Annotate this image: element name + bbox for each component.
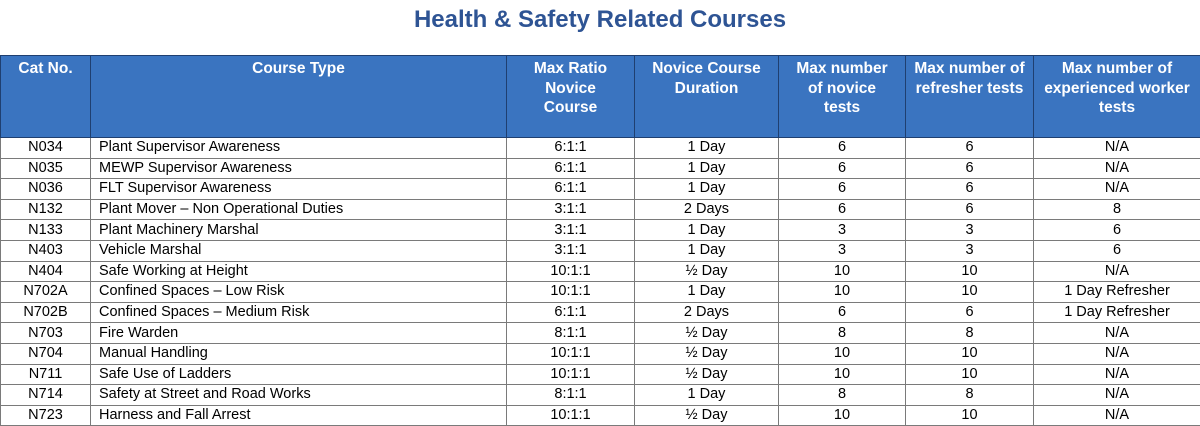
cell-novice-tests: 6: [779, 199, 906, 220]
cell-max-ratio: 3:1:1: [507, 240, 635, 261]
cell-experienced-tests: N/A: [1034, 343, 1200, 364]
cell-cat-no: N704: [1, 343, 91, 364]
cell-refresher-tests: 3: [906, 240, 1034, 261]
table-row: [1, 199, 1200, 220]
col-header-cat-no: Cat No.: [1, 56, 91, 138]
cell-course-type: Vehicle Marshal: [91, 240, 507, 261]
cell-max-ratio: 10:1:1: [507, 405, 635, 426]
cell-experienced-tests: N/A: [1034, 323, 1200, 344]
cell-duration: 1 Day: [635, 282, 779, 303]
cell-experienced-tests: 8: [1034, 199, 1200, 220]
cell-refresher-tests: 10: [906, 343, 1034, 364]
cell-max-ratio: 3:1:1: [507, 220, 635, 241]
cell-duration: 1 Day: [635, 385, 779, 406]
cell-max-ratio: 6:1:1: [507, 158, 635, 179]
cell-course-type: Safe Use of Ladders: [91, 364, 507, 385]
cell-novice-tests: 3: [779, 220, 906, 241]
cell-duration: ½ Day: [635, 364, 779, 385]
cell-refresher-tests: 8: [906, 385, 1034, 406]
header-row: [1, 56, 1200, 138]
table-row: [1, 323, 1200, 344]
cell-duration: ½ Day: [635, 323, 779, 344]
cell-experienced-tests: N/A: [1034, 179, 1200, 200]
cell-cat-no: N703: [1, 323, 91, 344]
cell-cat-no: N133: [1, 220, 91, 241]
cell-experienced-tests: 1 Day Refresher: [1034, 282, 1200, 303]
cell-experienced-tests: 6: [1034, 240, 1200, 261]
cell-course-type: Confined Spaces – Medium Risk: [91, 302, 507, 323]
cell-refresher-tests: 3: [906, 220, 1034, 241]
cell-max-ratio: 10:1:1: [507, 261, 635, 282]
cell-cat-no: N132: [1, 199, 91, 220]
cell-experienced-tests: N/A: [1034, 261, 1200, 282]
table-row: [1, 302, 1200, 323]
table-row: [1, 261, 1200, 282]
cell-cat-no: N036: [1, 179, 91, 200]
cell-max-ratio: 8:1:1: [507, 323, 635, 344]
cell-refresher-tests: 8: [906, 323, 1034, 344]
cell-max-ratio: 3:1:1: [507, 199, 635, 220]
courses-table: [0, 55, 1200, 426]
table-row: [1, 405, 1200, 426]
cell-course-type: Fire Warden: [91, 323, 507, 344]
table-row: [1, 179, 1200, 200]
table-row: [1, 158, 1200, 179]
cell-novice-tests: 8: [779, 323, 906, 344]
cell-novice-tests: 6: [779, 158, 906, 179]
cell-experienced-tests: N/A: [1034, 405, 1200, 426]
cell-experienced-tests: 6: [1034, 220, 1200, 241]
cell-novice-tests: 10: [779, 364, 906, 385]
cell-duration: 1 Day: [635, 240, 779, 261]
table-row: [1, 220, 1200, 241]
cell-experienced-tests: N/A: [1034, 158, 1200, 179]
cell-course-type: FLT Supervisor Awareness: [91, 179, 507, 200]
cell-max-ratio: 8:1:1: [507, 385, 635, 406]
table-row: [1, 343, 1200, 364]
cell-max-ratio: 6:1:1: [507, 302, 635, 323]
cell-max-ratio: 6:1:1: [507, 179, 635, 200]
col-header-experienced-tests: Max number of experienced worker tests: [1034, 56, 1200, 138]
cell-max-ratio: 10:1:1: [507, 364, 635, 385]
cell-experienced-tests: 1 Day Refresher: [1034, 302, 1200, 323]
table-row: [1, 138, 1200, 159]
cell-max-ratio: 10:1:1: [507, 343, 635, 364]
cell-refresher-tests: 6: [906, 179, 1034, 200]
cell-course-type: Safe Working at Height: [91, 261, 507, 282]
cell-duration: 1 Day: [635, 138, 779, 159]
table-row: [1, 385, 1200, 406]
cell-refresher-tests: 6: [906, 138, 1034, 159]
cell-duration: 1 Day: [635, 220, 779, 241]
cell-duration: 2 Days: [635, 302, 779, 323]
cell-novice-tests: 3: [779, 240, 906, 261]
cell-experienced-tests: N/A: [1034, 364, 1200, 385]
cell-novice-tests: 10: [779, 343, 906, 364]
cell-duration: ½ Day: [635, 405, 779, 426]
cell-cat-no: N723: [1, 405, 91, 426]
cell-refresher-tests: 10: [906, 282, 1034, 303]
cell-cat-no: N404: [1, 261, 91, 282]
cell-experienced-tests: N/A: [1034, 385, 1200, 406]
cell-course-type: Safety at Street and Road Works: [91, 385, 507, 406]
cell-duration: 1 Day: [635, 179, 779, 200]
cell-course-type: Harness and Fall Arrest: [91, 405, 507, 426]
cell-refresher-tests: 6: [906, 302, 1034, 323]
cell-cat-no: N714: [1, 385, 91, 406]
cell-cat-no: N034: [1, 138, 91, 159]
col-header-duration: Novice Course Duration: [635, 56, 779, 138]
cell-duration: 2 Days: [635, 199, 779, 220]
cell-duration: ½ Day: [635, 261, 779, 282]
cell-experienced-tests: N/A: [1034, 138, 1200, 159]
table-header: [1, 56, 1200, 138]
col-header-novice-tests: Max number of novice tests: [779, 56, 906, 138]
cell-course-type: Confined Spaces – Low Risk: [91, 282, 507, 303]
cell-novice-tests: 6: [779, 302, 906, 323]
cell-max-ratio: 10:1:1: [507, 282, 635, 303]
table-row: [1, 364, 1200, 385]
cell-cat-no: N403: [1, 240, 91, 261]
table-row: [1, 282, 1200, 303]
cell-course-type: MEWP Supervisor Awareness: [91, 158, 507, 179]
cell-refresher-tests: 10: [906, 261, 1034, 282]
table-row: [1, 240, 1200, 261]
cell-refresher-tests: 10: [906, 405, 1034, 426]
cell-duration: 1 Day: [635, 158, 779, 179]
table-body: [1, 138, 1200, 426]
cell-course-type: Manual Handling: [91, 343, 507, 364]
cell-novice-tests: 10: [779, 405, 906, 426]
page-title: Health & Safety Related Courses: [413, 6, 787, 33]
cell-course-type: Plant Supervisor Awareness: [91, 138, 507, 159]
cell-course-type: Plant Mover – Non Operational Duties: [91, 199, 507, 220]
cell-novice-tests: 6: [779, 179, 906, 200]
cell-refresher-tests: 10: [906, 364, 1034, 385]
col-header-max-ratio: Max Ratio Novice Course: [507, 56, 635, 138]
col-header-refresher-tests: Max number of refresher tests: [906, 56, 1034, 138]
cell-cat-no: N702B: [1, 302, 91, 323]
cell-cat-no: N035: [1, 158, 91, 179]
cell-course-type: Plant Machinery Marshal: [91, 220, 507, 241]
cell-novice-tests: 8: [779, 385, 906, 406]
cell-novice-tests: 6: [779, 138, 906, 159]
cell-novice-tests: 10: [779, 282, 906, 303]
cell-refresher-tests: 6: [906, 199, 1034, 220]
cell-novice-tests: 10: [779, 261, 906, 282]
cell-refresher-tests: 6: [906, 158, 1034, 179]
cell-max-ratio: 6:1:1: [507, 138, 635, 159]
cell-duration: ½ Day: [635, 343, 779, 364]
cell-cat-no: N711: [1, 364, 91, 385]
cell-cat-no: N702A: [1, 282, 91, 303]
col-header-course-type: Course Type: [91, 56, 507, 138]
